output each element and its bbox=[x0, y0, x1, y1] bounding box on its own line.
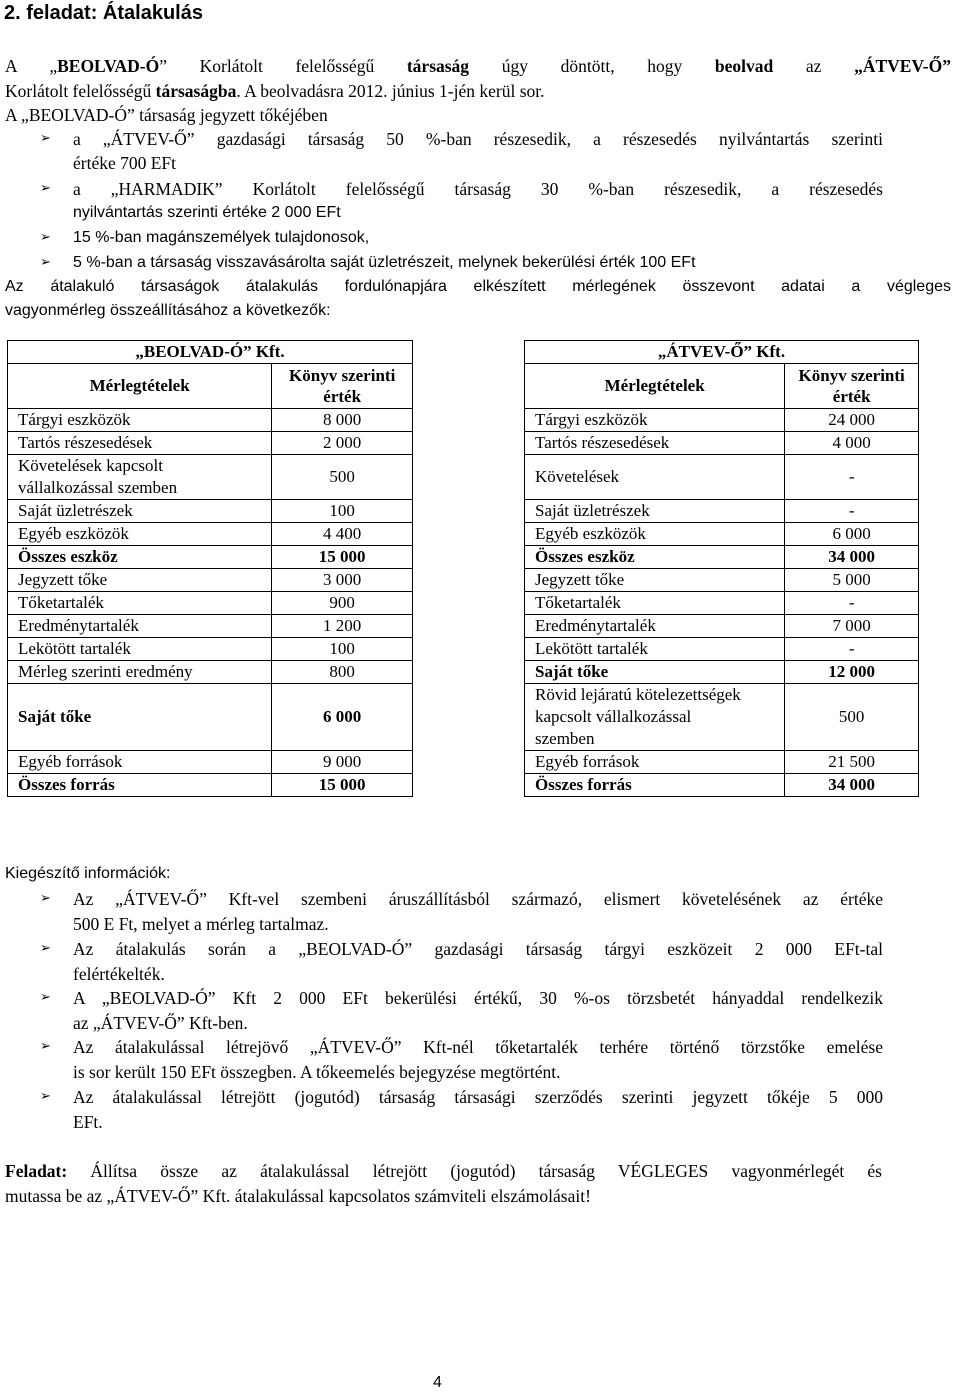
text: A „ bbox=[5, 56, 58, 76]
row-label: Saját üzletrészek bbox=[525, 500, 785, 523]
row-label: Mérleg szerinti eredmény bbox=[8, 661, 272, 684]
company-atvevo: „ÁTVEV-Ő” bbox=[854, 56, 951, 76]
row-label: Tárgyi eszközök bbox=[8, 409, 272, 432]
extra-item-3-line-2: az „ÁTVEV-Ő” Kft-ben. bbox=[73, 1013, 248, 1033]
task-line-1 bbox=[5, 1159, 882, 1183]
row-value: 1 200 bbox=[272, 615, 413, 638]
table-row-total bbox=[8, 774, 413, 797]
extra-item-1-line-1: Az „ÁTVEV-Ő” Kft-vel szembeni áruszállításból származó, elismert követelésének az értéke bbox=[73, 889, 883, 909]
table-row bbox=[525, 684, 919, 751]
ownership-item-2-line-2: nyilvántartás szerinti értéke 2 000 EFt bbox=[73, 204, 341, 221]
ownership-item-1-line-1: a „ÁTVEV-Ő” gazdasági társaság 50 %-ban részesedik, a részesedés nyilvántartás szerinti bbox=[73, 129, 883, 149]
row-value: 21 500 bbox=[785, 751, 919, 774]
table-title: „ÁTVEV-Ő” Kft. bbox=[525, 341, 919, 364]
table-row bbox=[525, 751, 919, 774]
row-label: Saját üzletrészek bbox=[8, 500, 272, 523]
intro-line-1 bbox=[5, 54, 951, 78]
bold-text: beolvad bbox=[714, 56, 774, 76]
company-beolvado: BEOLVAD-Ó bbox=[57, 56, 160, 76]
extra-item-1-line-2: 500 E Ft, melyet a mérleg tartalmaz. bbox=[73, 914, 329, 934]
text: Korlátolt felelősségű bbox=[5, 81, 156, 101]
row-label bbox=[8, 455, 272, 500]
bold-text: társaság bbox=[406, 56, 470, 76]
column-header-items: Mérlegtételek bbox=[525, 364, 785, 409]
extra-item-4-line-2: is sor került 150 EFt összegben. A tőkeemelés bejegyzése megtörtént. bbox=[73, 1062, 561, 1082]
bullet-arrow-icon: ➢ bbox=[40, 1039, 51, 1054]
row-label: Eredménytartalék bbox=[525, 615, 785, 638]
row-value: - bbox=[785, 638, 919, 661]
table-row bbox=[8, 751, 413, 774]
row-label: Egyéb eszközök bbox=[8, 523, 272, 546]
text: Állítsa össze az átalakulással létrejött (jogutód) társaság VÉGLEGES vagyonmérlegét és bbox=[67, 1161, 882, 1181]
column-header-items: Mérlegtételek bbox=[8, 364, 272, 409]
row-value: 6 000 bbox=[272, 684, 413, 751]
bullet-arrow-icon: ➢ bbox=[40, 1089, 51, 1104]
row-value: 900 bbox=[272, 592, 413, 615]
table-row bbox=[8, 432, 413, 455]
row-value: 100 bbox=[272, 500, 413, 523]
text: Követelések kapcsolt bbox=[18, 456, 163, 475]
row-label: Egyéb források bbox=[525, 751, 785, 774]
table-row bbox=[8, 615, 413, 638]
row-label: Lekötött tartalék bbox=[8, 638, 272, 661]
row-value: - bbox=[785, 500, 919, 523]
row-label: Egyéb eszközök bbox=[525, 523, 785, 546]
row-label: Lekötött tartalék bbox=[525, 638, 785, 661]
bullet-arrow-icon: ➢ bbox=[40, 181, 51, 196]
text: érték bbox=[832, 387, 871, 406]
row-value: 24 000 bbox=[785, 409, 919, 432]
ownership-item-2-line-1: a „HARMADIK” Korlátolt felelősségű társaság 30 %-ban részesedik, a részesedés bbox=[73, 179, 883, 199]
row-label: Összes forrás bbox=[8, 774, 272, 797]
row-value: 800 bbox=[272, 661, 413, 684]
extra-item-2-line-2: felértékelték. bbox=[73, 964, 165, 984]
row-value: 8 000 bbox=[272, 409, 413, 432]
row-label: Tartós részesedések bbox=[8, 432, 272, 455]
intro-line-3: A „BEOLVAD-Ó” társaság jegyzett tőkéjében bbox=[5, 105, 328, 125]
bullet-arrow-icon: ➢ bbox=[40, 891, 51, 906]
row-label: Összes eszköz bbox=[8, 546, 272, 569]
table-row bbox=[525, 455, 919, 500]
row-label: Összes eszköz bbox=[525, 546, 785, 569]
bullet-arrow-icon: ➢ bbox=[40, 255, 51, 270]
row-label: Saját tőke bbox=[8, 684, 272, 751]
extra-item-2-line-1: Az átalakulás során a „BEOLVAD-Ó” gazdasági társaság tárgyi eszközeit 2 000 EFt-tal bbox=[73, 939, 883, 959]
summary-line-1: Az átalakuló társaságok átalakulás fordulónapjára elkészített mérlegének összevont adatai a végleges bbox=[5, 278, 951, 295]
text: Könyv szerinti bbox=[798, 366, 905, 385]
ownership-item-1-line-2: értéke 700 EFt bbox=[73, 153, 177, 173]
row-label bbox=[525, 684, 785, 751]
row-value: 4 400 bbox=[272, 523, 413, 546]
table-row bbox=[8, 569, 413, 592]
bullet-arrow-icon: ➢ bbox=[40, 230, 51, 245]
bullet-arrow-icon: ➢ bbox=[40, 990, 51, 1005]
extra-item-3-line-1: A „BEOLVAD-Ó” Kft 2 000 EFt bekerülési értékű, 30 %-os törzsbetét hányaddal rendelkezik bbox=[73, 988, 883, 1008]
extra-item-5-line-2: EFt. bbox=[73, 1112, 103, 1132]
row-value: 15 000 bbox=[272, 774, 413, 797]
text: vállalkozással szemben bbox=[18, 478, 178, 497]
extra-item-4-line-1: Az átalakulással létrejövő „ÁTVEV-Ő” Kft-nél tőketartalék terhére történő törzstőke emelése bbox=[73, 1037, 883, 1057]
row-label: Jegyzett tőke bbox=[8, 569, 272, 592]
extra-item-5-line-1: Az átalakulással létrejött (jogutód) társaság társasági szerződés szerinti jegyzett tőkéje 5 000 bbox=[73, 1087, 883, 1107]
row-label: Tárgyi eszközök bbox=[525, 409, 785, 432]
bold-text: társaságba bbox=[155, 81, 237, 101]
table-row bbox=[525, 569, 919, 592]
row-label: Jegyzett tőke bbox=[525, 569, 785, 592]
text: Könyv szerinti bbox=[289, 366, 396, 385]
page-title: 2. feladat: Átalakulás bbox=[4, 2, 203, 24]
row-value: 15 000 bbox=[272, 546, 413, 569]
summary-line-2: vagyonmérleg összeállításához a következők: bbox=[5, 302, 331, 319]
table-row-total bbox=[525, 774, 919, 797]
table-row-total bbox=[8, 546, 413, 569]
table-row bbox=[525, 409, 919, 432]
text: . A beolvadásra 2012. június 1-jén kerül sor. bbox=[236, 81, 545, 101]
row-value: 7 000 bbox=[785, 615, 919, 638]
bullet-arrow-icon: ➢ bbox=[40, 941, 51, 956]
row-value: 3 000 bbox=[272, 569, 413, 592]
row-value: 6 000 bbox=[785, 523, 919, 546]
row-label: Tőketartalék bbox=[8, 592, 272, 615]
row-value: 12 000 bbox=[785, 661, 919, 684]
task-label: Feladat: bbox=[5, 1161, 68, 1181]
table-row bbox=[525, 523, 919, 546]
bullet-arrow-icon: ➢ bbox=[40, 131, 51, 146]
text: úgy döntött, hogy bbox=[469, 56, 715, 76]
table-row bbox=[8, 409, 413, 432]
text: ” Korlátolt felelősségű bbox=[159, 56, 407, 76]
row-label: Egyéb források bbox=[8, 751, 272, 774]
row-value: 5 000 bbox=[785, 569, 919, 592]
table-row bbox=[525, 432, 919, 455]
row-value: 500 bbox=[272, 455, 413, 500]
row-value: 9 000 bbox=[272, 751, 413, 774]
text: szemben bbox=[535, 729, 595, 748]
table-row bbox=[525, 615, 919, 638]
extra-info-title: Kiegészítő információk: bbox=[5, 865, 171, 882]
page-number: 4 bbox=[433, 1374, 442, 1391]
text: érték bbox=[323, 387, 362, 406]
table-row bbox=[8, 455, 413, 500]
table-row bbox=[8, 592, 413, 615]
table-row bbox=[525, 592, 919, 615]
row-value: 34 000 bbox=[785, 546, 919, 569]
balance-table-atvevo bbox=[524, 340, 919, 797]
table-row-total bbox=[525, 546, 919, 569]
row-value: - bbox=[785, 455, 919, 500]
text: az bbox=[773, 56, 855, 76]
table-row bbox=[8, 500, 413, 523]
ownership-item-4: 5 %-ban a társaság visszavásárolta saját üzletrészeit, melynek bekerülési érték 100 EFt bbox=[73, 254, 696, 271]
row-label: Tartós részesedések bbox=[525, 432, 785, 455]
row-label: Saját tőke bbox=[525, 661, 785, 684]
intro-line-2 bbox=[5, 79, 951, 103]
balance-table-beolvado bbox=[7, 340, 413, 797]
row-value: 34 000 bbox=[785, 774, 919, 797]
table-row bbox=[525, 500, 919, 523]
row-label: Követelések bbox=[525, 455, 785, 500]
row-value: - bbox=[785, 592, 919, 615]
text: kapcsolt vállalkozással bbox=[535, 707, 692, 726]
row-label: Eredménytartalék bbox=[8, 615, 272, 638]
table-row bbox=[8, 661, 413, 684]
table-row bbox=[8, 638, 413, 661]
row-value: 100 bbox=[272, 638, 413, 661]
row-value: 4 000 bbox=[785, 432, 919, 455]
column-header-value bbox=[785, 364, 919, 409]
text: Rövid lejáratú kötelezettségek bbox=[535, 685, 741, 704]
table-row-total bbox=[8, 684, 413, 751]
row-value: 500 bbox=[785, 684, 919, 751]
row-label: Összes forrás bbox=[525, 774, 785, 797]
table-title: „BEOLVAD-Ó” Kft. bbox=[8, 341, 413, 364]
table-row bbox=[8, 523, 413, 546]
row-value: 2 000 bbox=[272, 432, 413, 455]
column-header-value bbox=[272, 364, 413, 409]
table-row bbox=[525, 638, 919, 661]
row-label: Tőketartalék bbox=[525, 592, 785, 615]
table-row-total bbox=[525, 661, 919, 684]
ownership-item-3: 15 %-ban magánszemélyek tulajdonosok, bbox=[73, 229, 370, 246]
task-line-2: mutassa be az „ÁTVEV-Ő” Kft. átalakulással kapcsolatos számviteli elszámolásait! bbox=[5, 1186, 591, 1206]
